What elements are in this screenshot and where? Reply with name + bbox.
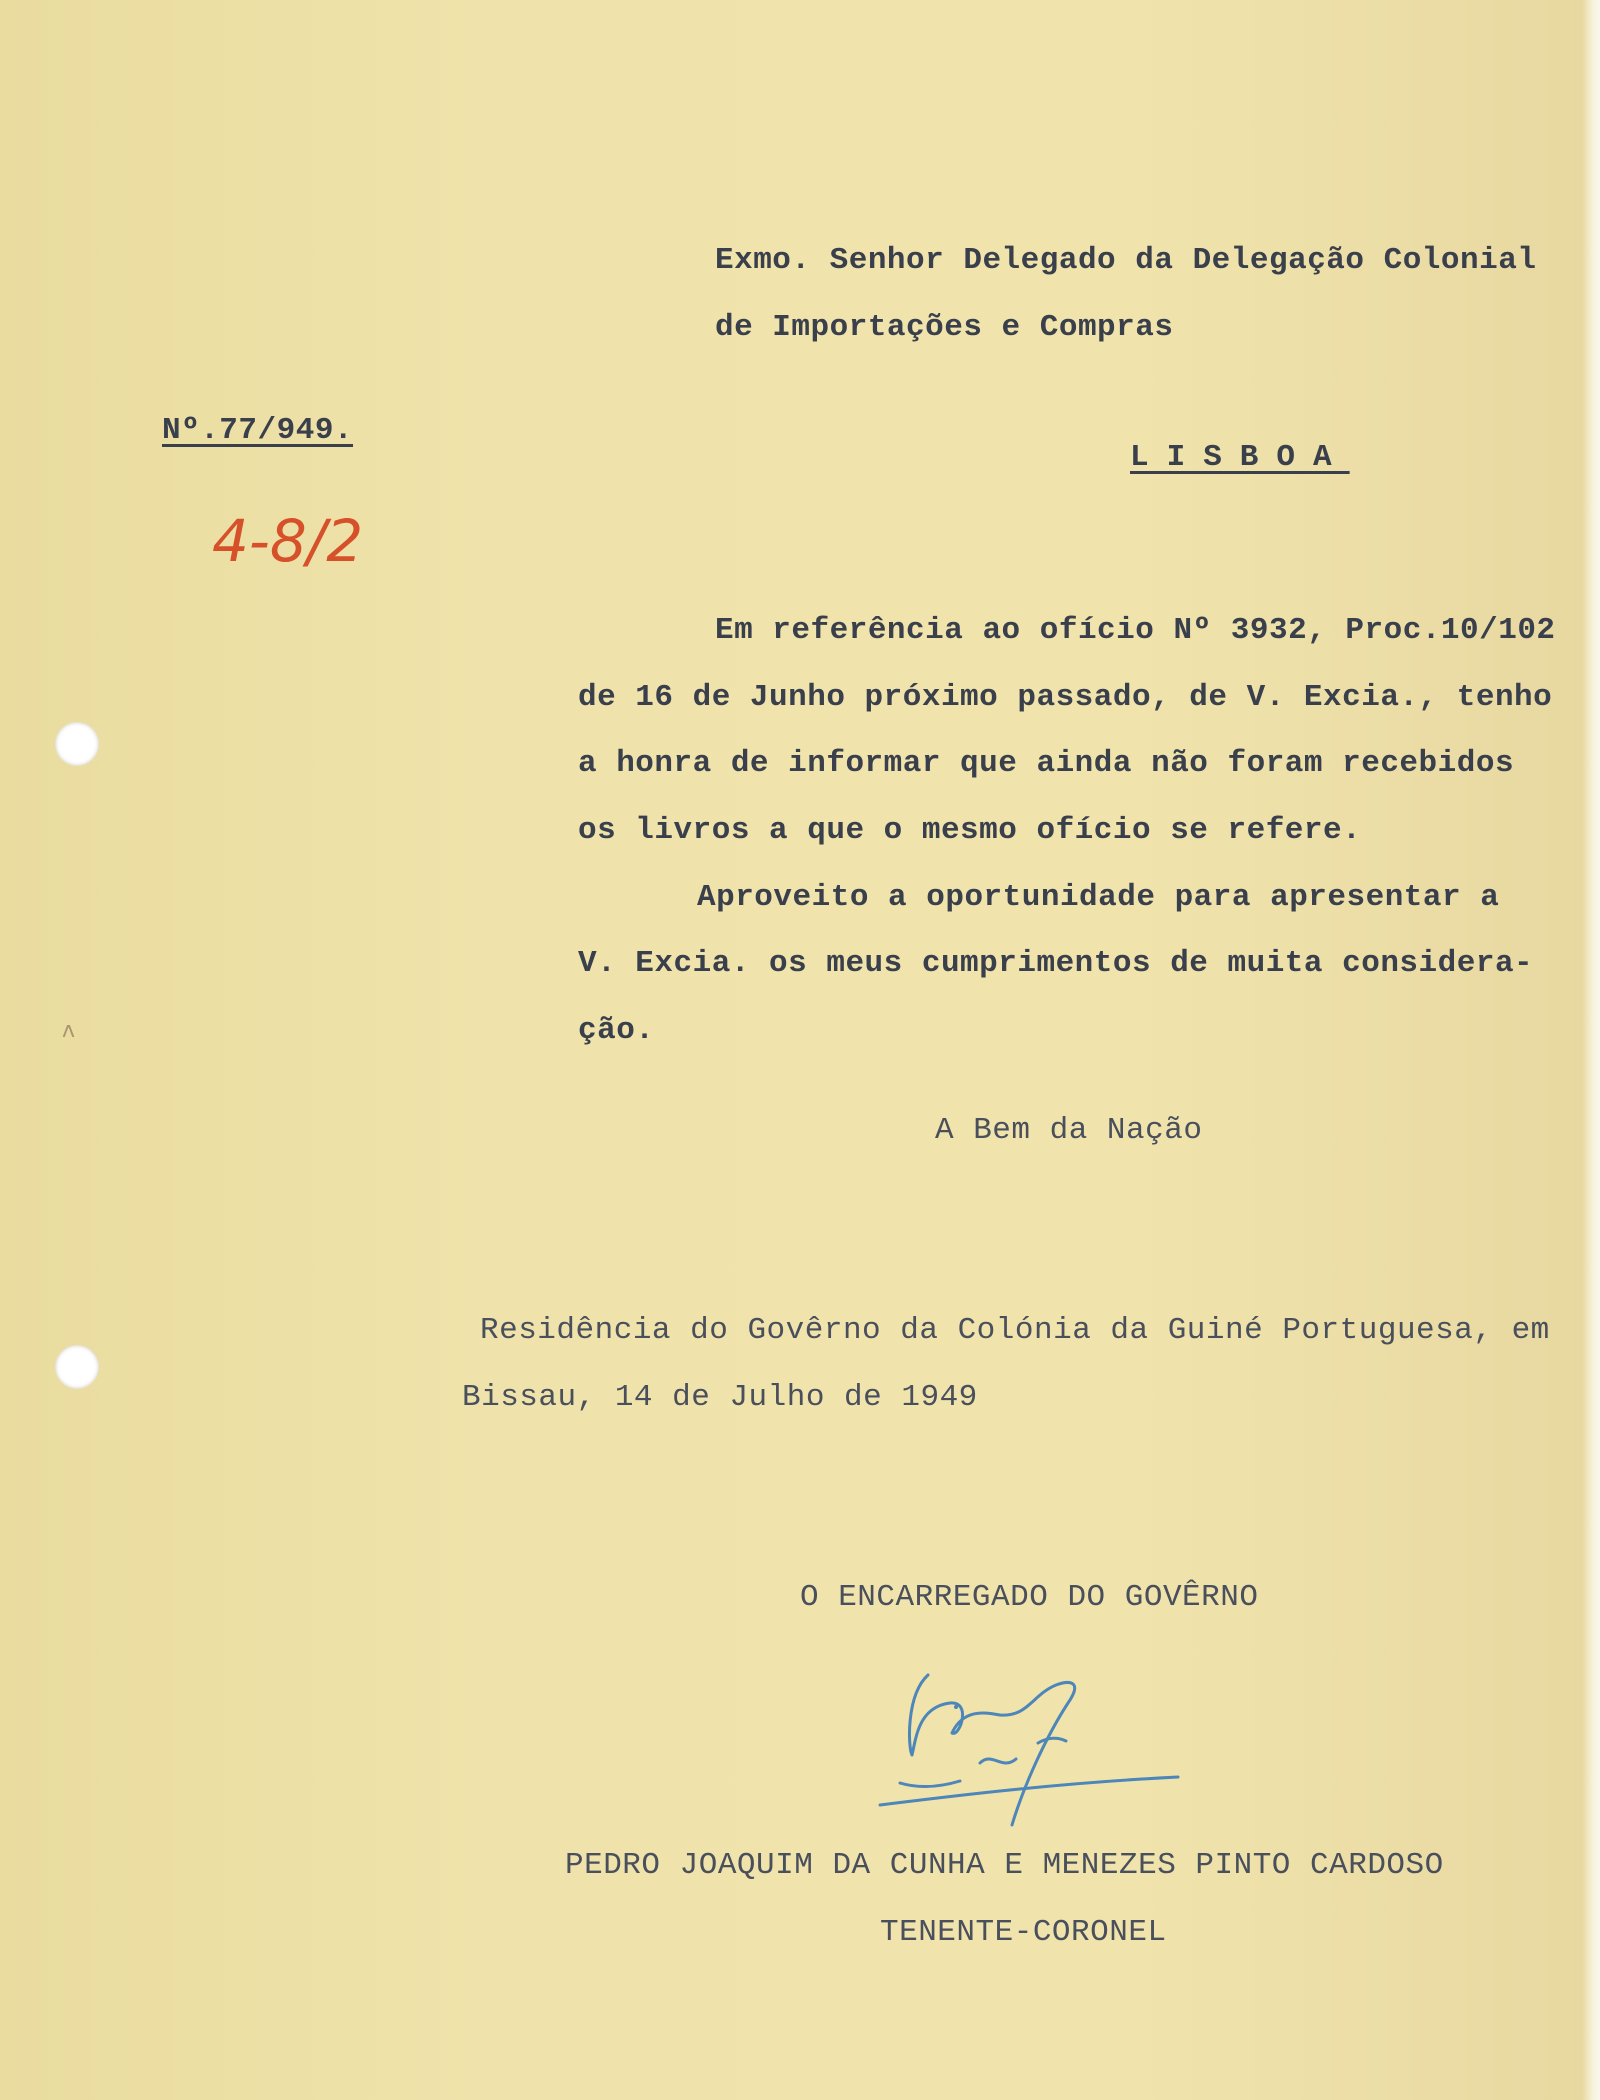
body-line-4: os livros a que o mesmo ofício se refere. xyxy=(578,813,1362,848)
body-line-1: Em referência ao ofício Nº 3932, Proc.10/102 xyxy=(715,613,1556,648)
paper-edge xyxy=(1582,0,1600,2100)
body-line-2: de 16 de Junho próximo passado, de V. Excia., tenho xyxy=(578,680,1553,715)
signatory-role: O ENCARREGADO DO GOVÊRNO xyxy=(800,1580,1259,1615)
addressee-line-2: de Importações e Compras xyxy=(715,310,1174,345)
body-line-7: ção. xyxy=(578,1013,655,1048)
signatory-name: PEDRO JOAQUIM DA CUNHA E MENEZES PINTO CARDOSO xyxy=(565,1848,1444,1883)
addressee-city: LISBOA xyxy=(1130,440,1350,475)
closing-formula: A Bem da Nação xyxy=(935,1113,1203,1148)
place-date-line-2: Bissau, 14 de Julho de 1949 xyxy=(462,1380,978,1415)
place-date-line-1: Residência do Govêrno da Colónia da Guiné Portuguesa, em xyxy=(480,1313,1550,1348)
punch-hole-top xyxy=(55,722,99,766)
handwritten-red-note: 4-8/2 xyxy=(212,507,364,575)
body-line-6: V. Excia. os meus cumprimentos de muita considera- xyxy=(578,946,1534,981)
paper-tear-mark: ʌ xyxy=(62,1018,76,1043)
handwritten-signature xyxy=(860,1655,1190,1865)
addressee-line-1: Exmo. Senhor Delegado da Delegação Colonial xyxy=(715,243,1537,278)
punch-hole-bottom xyxy=(55,1345,99,1389)
body-line-3: a honra de informar que ainda não foram recebidos xyxy=(578,746,1515,781)
reference-number: Nº.77/949. xyxy=(162,413,354,448)
signatory-rank: TENENTE-CORONEL xyxy=(880,1915,1167,1950)
body-line-5: Aproveito a oportunidade para apresentar a xyxy=(697,880,1500,915)
